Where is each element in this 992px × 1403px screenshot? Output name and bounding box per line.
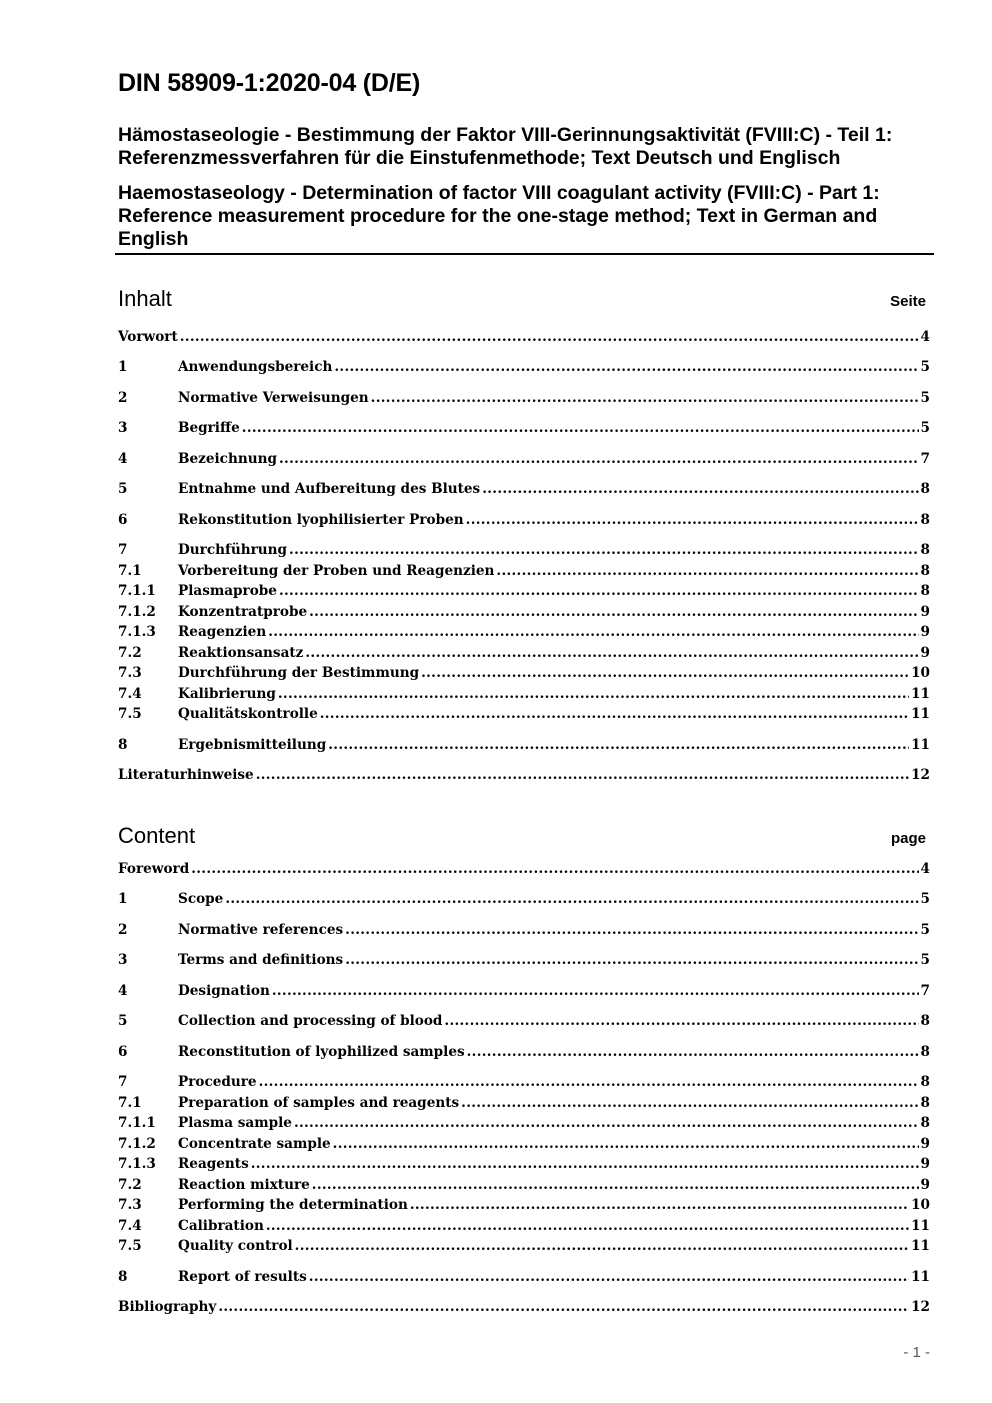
toc-entry[interactable] <box>118 542 930 558</box>
toc-entry-leader-dots <box>333 1136 919 1152</box>
toc-entry[interactable] <box>118 359 930 375</box>
document-id: DIN 58909-1:2020-04 (D/E) <box>118 69 421 97</box>
toc-entry-leader-dots <box>295 1238 909 1254</box>
toc-entry-page: 9 <box>920 1177 930 1193</box>
toc-entry[interactable] <box>118 1177 930 1193</box>
toc-entry-leader-dots <box>251 1156 919 1172</box>
toc-entry-label: Begriffe <box>178 420 240 436</box>
toc-entry-number: 7.4 <box>118 1218 142 1234</box>
toc-entry-label: Performing the determination <box>178 1197 408 1213</box>
toc-entry-page: 10 <box>911 1197 930 1213</box>
toc-entry[interactable] <box>118 1238 930 1254</box>
toc-entry-number: 7.1.2 <box>118 1136 156 1152</box>
toc-entry-label: Kalibrierung <box>178 686 276 702</box>
toc-entry-leader-dots <box>410 1197 909 1213</box>
toc-entry-leader-dots <box>328 737 909 753</box>
toc-entry-label: Plasma sample <box>178 1115 292 1131</box>
toc-entry-label: Qualitätskontrolle <box>178 706 318 722</box>
toc-entry-page: 8 <box>920 512 930 528</box>
toc-entry-number: 7.2 <box>118 1177 142 1193</box>
toc-entry[interactable] <box>118 390 930 406</box>
toc-entry[interactable] <box>118 922 930 938</box>
toc-entry-number: 7.1.1 <box>118 583 156 599</box>
toc-de-header <box>118 286 926 312</box>
toc-entry[interactable] <box>118 451 930 467</box>
toc-entry[interactable] <box>118 706 930 722</box>
toc-entry-label: Reaktionsansatz <box>178 645 304 661</box>
toc-entry-page: 9 <box>920 1136 930 1152</box>
toc-entry[interactable] <box>118 583 930 599</box>
toc-entry-leader-dots <box>259 1074 919 1090</box>
toc-entry-number: 5 <box>118 481 128 497</box>
toc-en-page-label: page <box>890 830 926 847</box>
toc-entry-number: 1 <box>118 359 128 375</box>
toc-entry-page: 5 <box>920 922 930 938</box>
toc-entry-label: Concentrate sample <box>178 1136 331 1152</box>
toc-entry-leader-dots <box>272 983 919 999</box>
toc-entry-label: Foreword <box>118 861 190 877</box>
toc-entry-leader-dots <box>294 1115 919 1131</box>
title-german: Hämostaseologie - Bestimmung der Faktor VIII-Gerinnungsaktivität (FVIII:C) - Teil 1: Referenzmessverfahren für die Einstufenmethode; Text Deutsch und Englisch <box>118 124 893 169</box>
toc-entry-page: 11 <box>911 1218 930 1234</box>
toc-entry[interactable] <box>118 861 930 877</box>
toc-entry-page: 9 <box>920 1156 930 1172</box>
toc-entry-leader-dots <box>496 563 918 579</box>
toc-entry-label: Preparation of samples and reagents <box>178 1095 460 1111</box>
toc-entry-label: Report of results <box>178 1269 307 1285</box>
toc-entry-label: Procedure <box>178 1074 257 1090</box>
toc-entry-page: 12 <box>911 1299 930 1315</box>
toc-entry-number: 4 <box>118 983 128 999</box>
toc-entry-number: 6 <box>118 1044 128 1060</box>
toc-entry-number: 2 <box>118 390 128 406</box>
toc-entry[interactable] <box>118 1095 930 1111</box>
toc-entry-page: 8 <box>920 583 930 599</box>
toc-entry[interactable] <box>118 1269 930 1285</box>
toc-entry-page: 7 <box>920 451 930 467</box>
toc-entry[interactable] <box>118 1115 930 1131</box>
toc-entry-page: 8 <box>920 1095 930 1111</box>
toc-entry-label: Durchführung der Bestimmung <box>178 665 420 681</box>
toc-entry-leader-dots <box>482 481 918 497</box>
toc-entry-number: 7.1.3 <box>118 624 156 640</box>
toc-entry-label: Collection and processing of blood <box>178 1013 443 1029</box>
toc-entry-page: 8 <box>920 481 930 497</box>
toc-entry-leader-dots <box>266 1218 909 1234</box>
toc-entry-leader-dots <box>289 542 918 558</box>
toc-entry-leader-dots <box>466 512 919 528</box>
toc-entry-label: Normative references <box>178 922 344 938</box>
toc-entry[interactable] <box>118 1044 930 1060</box>
toc-entry[interactable] <box>118 329 930 345</box>
toc-entry-label: Reaction mixture <box>178 1177 310 1193</box>
toc-entry-page: 12 <box>911 767 930 783</box>
toc-entry-page: 4 <box>920 861 930 877</box>
toc-entry[interactable] <box>118 1299 930 1315</box>
toc-entry-leader-dots <box>312 1177 919 1193</box>
toc-entry-page: 4 <box>920 329 930 345</box>
toc-entry[interactable] <box>118 645 930 661</box>
toc-entry[interactable] <box>118 1074 930 1090</box>
toc-entry-label: Literaturhinweise <box>118 767 254 783</box>
toc-entry[interactable] <box>118 891 930 907</box>
toc-entry-number: 7.3 <box>118 665 142 681</box>
toc-entry-label: Designation <box>178 983 270 999</box>
toc-entry-number: 7.5 <box>118 706 142 722</box>
page-number: - 1 - <box>903 1344 930 1361</box>
toc-entry-label: Plasmaprobe <box>178 583 277 599</box>
toc-entry-page: 8 <box>920 563 930 579</box>
toc-entry-label: Anwendungsbereich <box>178 359 333 375</box>
toc-entry-number: 7.5 <box>118 1238 142 1254</box>
toc-entry-number: 7.4 <box>118 686 142 702</box>
toc-entry-number: 7 <box>118 542 128 558</box>
toc-entry-leader-dots <box>320 706 909 722</box>
toc-entry-page: 9 <box>920 624 930 640</box>
toc-entry-page: 8 <box>920 542 930 558</box>
toc-entry-leader-dots <box>191 861 918 877</box>
toc-entry-number: 7.2 <box>118 645 142 661</box>
toc-entry[interactable] <box>118 604 930 620</box>
toc-entry-leader-dots <box>279 451 919 467</box>
toc-entry-leader-dots <box>218 1299 909 1315</box>
toc-entry-number: 7.1.2 <box>118 604 156 620</box>
toc-entry-leader-dots <box>345 952 918 968</box>
toc-entry-page: 9 <box>920 645 930 661</box>
toc-entry-number: 8 <box>118 737 128 753</box>
toc-entry-leader-dots <box>268 624 918 640</box>
toc-entry-leader-dots <box>242 420 919 436</box>
toc-entry[interactable] <box>118 952 930 968</box>
toc-entry-number: 5 <box>118 1013 128 1029</box>
toc-entry-label: Vorwort <box>118 329 178 345</box>
toc-entry-label: Konzentratprobe <box>178 604 308 620</box>
toc-entry-page: 8 <box>920 1044 930 1060</box>
toc-entry-leader-dots <box>461 1095 918 1111</box>
toc-entry-leader-dots <box>421 665 909 681</box>
toc-entry-label: Reconstitution of lyophilized samples <box>178 1044 465 1060</box>
toc-entry-page: 11 <box>911 686 930 702</box>
title-divider <box>115 253 934 255</box>
toc-entry[interactable] <box>118 1156 930 1172</box>
toc-entry-number: 7.1.3 <box>118 1156 156 1172</box>
toc-entry-number: 3 <box>118 420 128 436</box>
toc-entry-leader-dots <box>309 1269 909 1285</box>
toc-entry-label: Rekonstitution lyophilisierter Proben <box>178 512 464 528</box>
toc-entry-label: Terms and definitions <box>178 952 344 968</box>
toc-entry-label: Reagenzien <box>178 624 267 640</box>
toc-entry-page: 5 <box>920 952 930 968</box>
toc-entry-leader-dots <box>305 645 918 661</box>
toc-entry-number: 6 <box>118 512 128 528</box>
toc-entry-label: Entnahme und Aufbereitung des Blutes <box>178 481 481 497</box>
toc-entry-number: 8 <box>118 1269 128 1285</box>
toc-entry-leader-dots <box>278 686 909 702</box>
toc-entry-leader-dots <box>444 1013 918 1029</box>
toc-en-header <box>118 823 926 849</box>
toc-entry-leader-dots <box>334 359 918 375</box>
toc-entry-label: Quality control <box>178 1238 293 1254</box>
toc-entry-number: 4 <box>118 451 128 467</box>
toc-entry-label: Scope <box>178 891 224 907</box>
toc-entry[interactable] <box>118 767 930 783</box>
toc-de-page-label: Seite <box>890 293 926 310</box>
toc-entry-label: Calibration <box>178 1218 264 1234</box>
toc-entry[interactable] <box>118 665 930 681</box>
toc-entry[interactable] <box>118 1218 930 1234</box>
toc-entry-page: 7 <box>920 983 930 999</box>
toc-entry-number: 7.3 <box>118 1197 142 1213</box>
toc-en-heading: Content <box>118 823 196 848</box>
toc-entry-page: 8 <box>920 1115 930 1131</box>
toc-entry-page: 8 <box>920 1013 930 1029</box>
toc-entry-page: 5 <box>920 359 930 375</box>
toc-entry-leader-dots <box>467 1044 919 1060</box>
title-english: Haemostaseology - Determination of factor VIII coagulant activity (FVIII:C) - Part 1: Reference measurement procedure for the one-stage method; Text in German and English <box>118 182 880 250</box>
toc-entry-page: 5 <box>920 390 930 406</box>
toc-entry[interactable] <box>118 686 930 702</box>
toc-entry[interactable] <box>118 420 930 436</box>
toc-entry-label: Durchführung <box>178 542 288 558</box>
toc-de-heading: Inhalt <box>118 286 172 311</box>
toc-entry[interactable] <box>118 1197 930 1213</box>
toc-entry-page: 11 <box>911 1269 930 1285</box>
toc-entry-page: 11 <box>911 1238 930 1254</box>
toc-entry-leader-dots <box>180 329 919 345</box>
toc-entry-leader-dots <box>309 604 918 620</box>
toc-entry-label: Bezeichnung <box>178 451 277 467</box>
toc-entry[interactable] <box>118 481 930 497</box>
toc-entry[interactable] <box>118 563 930 579</box>
toc-entry-page: 5 <box>920 891 930 907</box>
toc-entry-number: 7.1 <box>118 1095 142 1111</box>
toc-entry-number: 7.1 <box>118 563 142 579</box>
toc-entry-page: 9 <box>920 604 930 620</box>
toc-entry-number: 1 <box>118 891 128 907</box>
toc-entry[interactable] <box>118 1136 930 1152</box>
toc-entry-label: Vorbereitung der Proben und Reagenzien <box>178 563 495 579</box>
toc-entry-leader-dots <box>345 922 918 938</box>
toc-entry-leader-dots <box>371 390 919 406</box>
toc-entry-number: 3 <box>118 952 128 968</box>
toc-entry[interactable] <box>118 983 930 999</box>
toc-entry[interactable] <box>118 737 930 753</box>
toc-entry-label: Ergebnismitteilung <box>178 737 327 753</box>
toc-entry-leader-dots <box>256 767 909 783</box>
toc-entry-number: 7.1.1 <box>118 1115 156 1131</box>
toc-entry-leader-dots <box>225 891 918 907</box>
toc-entry-label: Bibliography <box>118 1299 217 1315</box>
toc-entry-leader-dots <box>279 583 919 599</box>
toc-entry[interactable] <box>118 1013 930 1029</box>
toc-entry-label: Reagents <box>178 1156 249 1172</box>
toc-entry[interactable] <box>118 512 930 528</box>
toc-entry-page: 5 <box>920 420 930 436</box>
toc-entry-label: Normative Verweisungen <box>178 390 369 406</box>
toc-entry-number: 7 <box>118 1074 128 1090</box>
toc-entry-page: 10 <box>911 665 930 681</box>
toc-entry-number: 2 <box>118 922 128 938</box>
toc-entry-page: 11 <box>911 706 930 722</box>
toc-entry-page: 11 <box>911 737 930 753</box>
toc-entry[interactable] <box>118 624 930 640</box>
toc-entry-page: 8 <box>920 1074 930 1090</box>
